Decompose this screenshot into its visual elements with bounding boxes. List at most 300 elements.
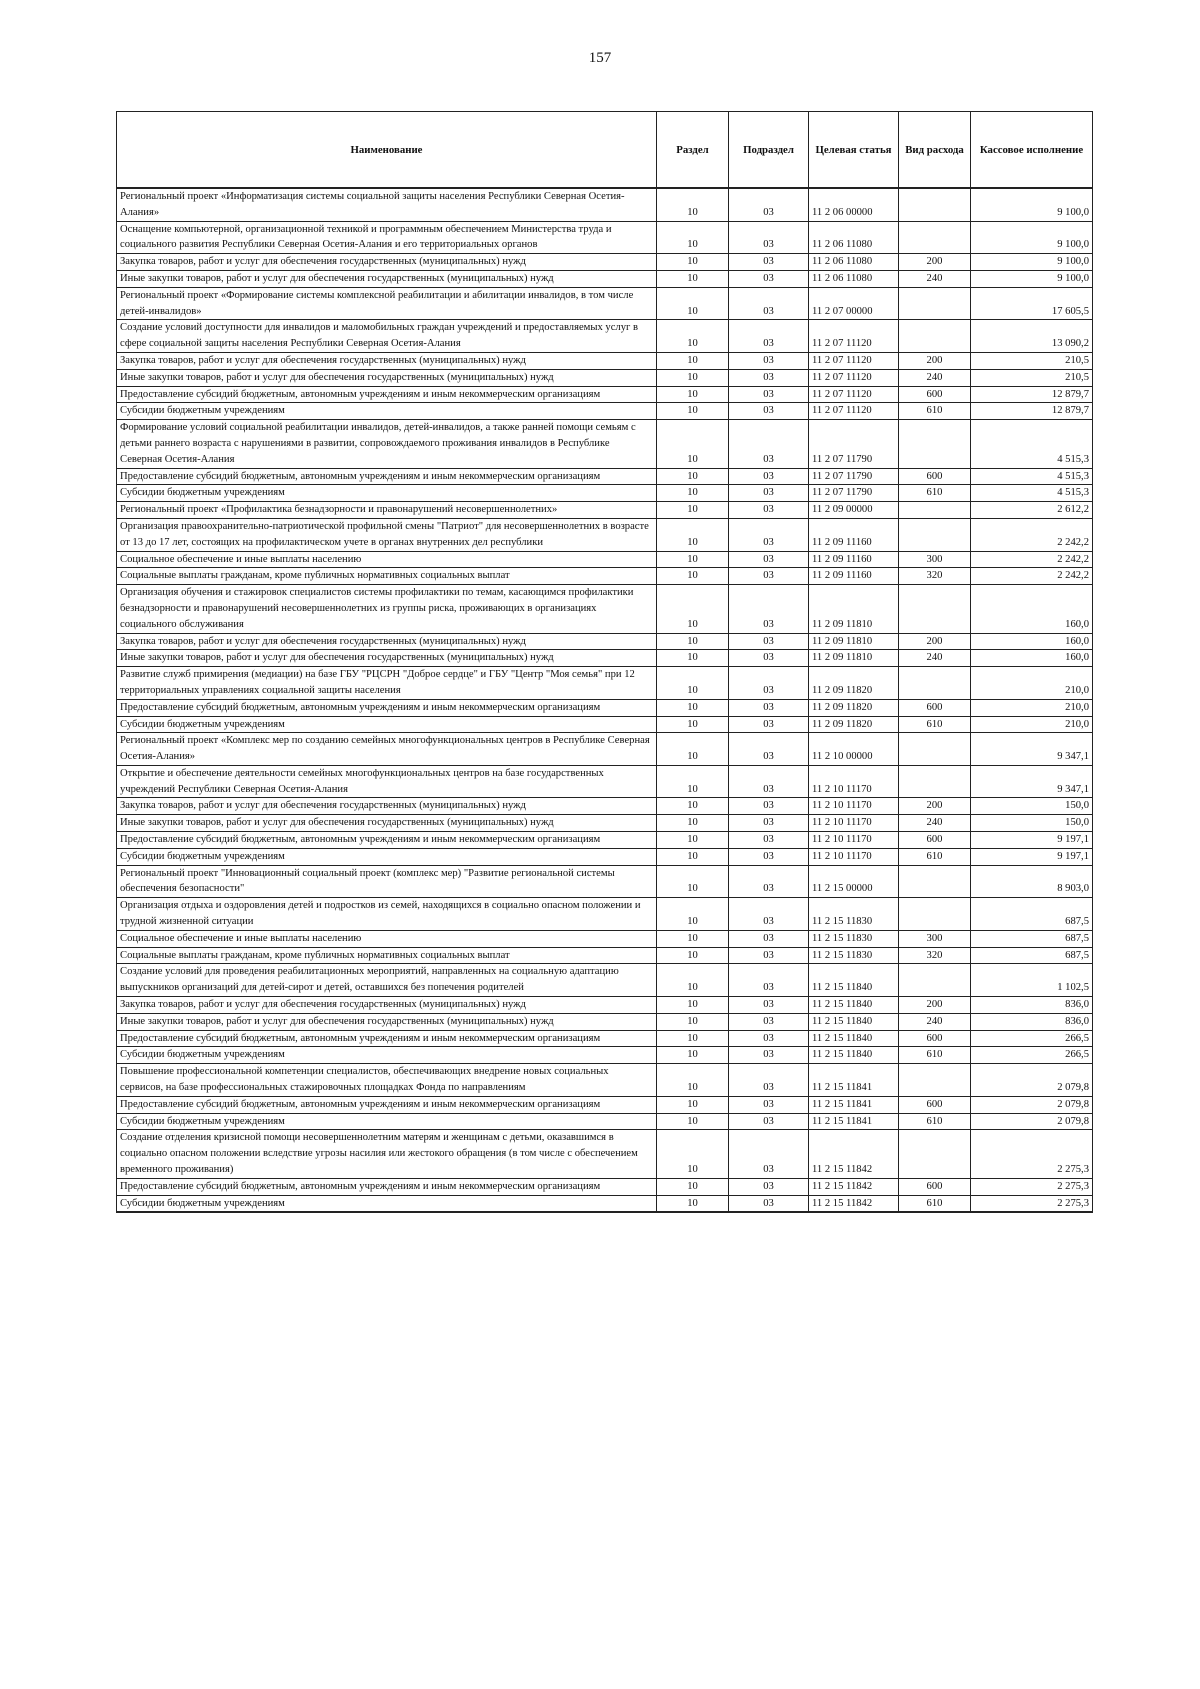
cell-amount: 2 079,8 (971, 1096, 1093, 1113)
cell-type (899, 221, 971, 254)
cell-type: 610 (899, 1047, 971, 1064)
table-row (117, 468, 1093, 485)
cell-subsection: 03 (729, 1096, 809, 1113)
cell-amount: 4 515,3 (971, 420, 1093, 468)
cell-section: 10 (657, 947, 729, 964)
cell-type: 200 (899, 997, 971, 1014)
table-row (117, 798, 1093, 815)
cell-type: 240 (899, 1013, 971, 1030)
cell-target: 11 2 09 00000 (809, 502, 899, 519)
cell-subsection: 03 (729, 765, 809, 798)
cell-subsection: 03 (729, 716, 809, 733)
cell-target: 11 2 10 11170 (809, 832, 899, 849)
cell-amount: 2 079,8 (971, 1113, 1093, 1130)
cell-type: 240 (899, 369, 971, 386)
cell-type (899, 898, 971, 931)
table-row (117, 947, 1093, 964)
cell-section: 10 (657, 551, 729, 568)
cell-section: 10 (657, 898, 729, 931)
cell-name: Организация правоохранительно-патриотической профильной смены "Патриот" для несовершеннолетних в возрасте от 13 до 17 лет, состоящих на профилактическом учете в органах внутренних дел республики (117, 518, 657, 551)
cell-amount: 150,0 (971, 798, 1093, 815)
cell-subsection: 03 (729, 485, 809, 502)
cell-subsection: 03 (729, 403, 809, 420)
cell-target: 11 2 07 00000 (809, 287, 899, 320)
cell-target: 11 2 15 11841 (809, 1096, 899, 1113)
cell-section: 10 (657, 765, 729, 798)
cell-amount: 836,0 (971, 1013, 1093, 1030)
table-row (117, 188, 1093, 221)
cell-name: Иные закупки товаров, работ и услуг для обеспечения государственных (муниципальных) нужд (117, 270, 657, 287)
table-row (117, 1113, 1093, 1130)
cell-subsection: 03 (729, 1064, 809, 1097)
cell-name: Организация обучения и стажировок специалистов системы профилактики по темам, касающимся профилактики безнадзорности и правонарушений несовершеннолетних из группы риска, проживающих в организациях социального обслуживания (117, 585, 657, 633)
cell-type: 300 (899, 551, 971, 568)
cell-name: Субсидии бюджетным учреждениям (117, 403, 657, 420)
cell-name: Социальные выплаты гражданам, кроме публичных нормативных социальных выплат (117, 568, 657, 585)
cell-name: Закупка товаров, работ и услуг для обеспечения государственных (муниципальных) нужд (117, 997, 657, 1014)
cell-target: 11 2 07 11120 (809, 352, 899, 369)
cell-type: 600 (899, 386, 971, 403)
table-row (117, 287, 1093, 320)
cell-type: 600 (899, 1030, 971, 1047)
cell-section: 10 (657, 1113, 729, 1130)
table-row (117, 997, 1093, 1014)
table-row (117, 352, 1093, 369)
cell-target: 11 2 15 11842 (809, 1130, 899, 1178)
table-row (117, 650, 1093, 667)
cell-amount: 210,0 (971, 667, 1093, 700)
cell-amount: 2 275,3 (971, 1178, 1093, 1195)
cell-type: 610 (899, 1195, 971, 1212)
table-row (117, 254, 1093, 271)
cell-amount: 9 100,0 (971, 221, 1093, 254)
cell-subsection: 03 (729, 832, 809, 849)
cell-subsection: 03 (729, 1047, 809, 1064)
cell-section: 10 (657, 320, 729, 353)
cell-name: Региональный проект «Формирование системы комплексной реабилитации и абилитации инвалидов, в том числе детей-инвалидов» (117, 287, 657, 320)
cell-amount: 13 090,2 (971, 320, 1093, 353)
cell-section: 10 (657, 420, 729, 468)
cell-subsection: 03 (729, 650, 809, 667)
cell-subsection: 03 (729, 420, 809, 468)
cell-section: 10 (657, 633, 729, 650)
table-row (117, 865, 1093, 898)
cell-target: 11 2 07 11120 (809, 320, 899, 353)
cell-type (899, 287, 971, 320)
cell-amount: 2 275,3 (971, 1130, 1093, 1178)
cell-target: 11 2 06 00000 (809, 188, 899, 221)
cell-amount: 2 242,2 (971, 551, 1093, 568)
cell-amount: 687,5 (971, 947, 1093, 964)
cell-section: 10 (657, 997, 729, 1014)
cell-section: 10 (657, 1178, 729, 1195)
cell-subsection: 03 (729, 798, 809, 815)
cell-target: 11 2 07 11790 (809, 420, 899, 468)
cell-type: 200 (899, 352, 971, 369)
cell-name: Предоставление субсидий бюджетным, автономным учреждениям и иным некоммерческим организациям (117, 386, 657, 403)
header-type: Вид расхода (899, 112, 971, 189)
cell-name: Закупка товаров, работ и услуг для обеспечения государственных (муниципальных) нужд (117, 798, 657, 815)
cell-target: 11 2 06 11080 (809, 221, 899, 254)
cell-amount: 4 515,3 (971, 468, 1093, 485)
cell-subsection: 03 (729, 188, 809, 221)
table-row (117, 1030, 1093, 1047)
cell-name: Организация отдыха и оздоровления детей и подростков из семей, находящихся в социально опасном положении и трудной жизненной ситуации (117, 898, 657, 931)
cell-section: 10 (657, 485, 729, 502)
cell-target: 11 2 15 11840 (809, 964, 899, 997)
cell-amount: 9 347,1 (971, 733, 1093, 766)
cell-name: Субсидии бюджетным учреждениям (117, 1047, 657, 1064)
table-row (117, 964, 1093, 997)
cell-amount: 836,0 (971, 997, 1093, 1014)
cell-name: Закупка товаров, работ и услуг для обеспечения государственных (муниципальных) нужд (117, 254, 657, 271)
cell-amount: 2 242,2 (971, 568, 1093, 585)
cell-amount: 210,5 (971, 369, 1093, 386)
cell-subsection: 03 (729, 551, 809, 568)
cell-type: 200 (899, 798, 971, 815)
cell-amount: 160,0 (971, 585, 1093, 633)
cell-amount: 210,0 (971, 716, 1093, 733)
cell-amount: 2 079,8 (971, 1064, 1093, 1097)
cell-amount: 687,5 (971, 930, 1093, 947)
cell-name: Социальное обеспечение и иные выплаты населению (117, 930, 657, 947)
header-section: Раздел (657, 112, 729, 189)
table-row (117, 1096, 1093, 1113)
cell-section: 10 (657, 964, 729, 997)
cell-amount: 9 197,1 (971, 832, 1093, 849)
cell-amount: 160,0 (971, 633, 1093, 650)
cell-amount: 1 102,5 (971, 964, 1093, 997)
cell-type (899, 667, 971, 700)
cell-subsection: 03 (729, 930, 809, 947)
cell-amount: 8 903,0 (971, 865, 1093, 898)
cell-amount: 9 100,0 (971, 270, 1093, 287)
cell-name: Предоставление субсидий бюджетным, автономным учреждениям и иным некоммерческим организациям (117, 468, 657, 485)
cell-name: Региональный проект «Комплекс мер по созданию семейных многофункциональных центров в Республике Северная Осетия-Алания» (117, 733, 657, 766)
cell-target: 11 2 10 11170 (809, 765, 899, 798)
cell-name: Субсидии бюджетным учреждениям (117, 716, 657, 733)
cell-target: 11 2 10 11170 (809, 848, 899, 865)
cell-subsection: 03 (729, 865, 809, 898)
cell-name: Региональный проект «Информатизация системы социальной защиты населения Республики Северная Осетия-Алания» (117, 188, 657, 221)
table-row (117, 420, 1093, 468)
cell-target: 11 2 15 11840 (809, 997, 899, 1014)
cell-type: 240 (899, 270, 971, 287)
cell-type: 610 (899, 485, 971, 502)
cell-subsection: 03 (729, 386, 809, 403)
table-row (117, 386, 1093, 403)
cell-type (899, 964, 971, 997)
cell-target: 11 2 09 11820 (809, 716, 899, 733)
cell-subsection: 03 (729, 1013, 809, 1030)
table-row (117, 221, 1093, 254)
cell-name: Создание условий доступности для инвалидов и маломобильных граждан учреждений и предоставляемых услуг в сфере социальной защиты населения Республики Северная Осетия-Алания (117, 320, 657, 353)
cell-section: 10 (657, 369, 729, 386)
cell-target: 11 2 09 11820 (809, 699, 899, 716)
table-row (117, 898, 1093, 931)
table-row (117, 832, 1093, 849)
cell-name: Иные закупки товаров, работ и услуг для обеспечения государственных (муниципальных) нужд (117, 650, 657, 667)
cell-name: Закупка товаров, работ и услуг для обеспечения государственных (муниципальных) нужд (117, 352, 657, 369)
table-row (117, 369, 1093, 386)
cell-name: Региональный проект «Профилактика безнадзорности и правонарушений несовершеннолетних» (117, 502, 657, 519)
cell-subsection: 03 (729, 898, 809, 931)
cell-section: 10 (657, 188, 729, 221)
cell-subsection: 03 (729, 964, 809, 997)
cell-subsection: 03 (729, 1030, 809, 1047)
cell-type: 320 (899, 947, 971, 964)
cell-target: 11 2 15 11830 (809, 898, 899, 931)
cell-amount: 9 347,1 (971, 765, 1093, 798)
cell-subsection: 03 (729, 1113, 809, 1130)
table-header-row (117, 112, 1093, 189)
cell-name: Иные закупки товаров, работ и услуг для обеспечения государственных (муниципальных) нужд (117, 369, 657, 386)
cell-subsection: 03 (729, 848, 809, 865)
table-row (117, 733, 1093, 766)
page-number: 157 (588, 50, 612, 66)
cell-subsection: 03 (729, 1130, 809, 1178)
table-row (117, 1064, 1093, 1097)
cell-subsection: 03 (729, 1178, 809, 1195)
table-row (117, 716, 1093, 733)
table-row (117, 1013, 1093, 1030)
cell-target: 11 2 15 11842 (809, 1178, 899, 1195)
cell-amount: 9 100,0 (971, 188, 1093, 221)
table-row (117, 1130, 1093, 1178)
cell-target: 11 2 09 11810 (809, 650, 899, 667)
cell-subsection: 03 (729, 254, 809, 271)
cell-type (899, 765, 971, 798)
table-row (117, 633, 1093, 650)
cell-section: 10 (657, 568, 729, 585)
table-row (117, 765, 1093, 798)
cell-name: Создание отделения кризисной помощи несовершеннолетним матерям и женщинам с детьми, оказавшимся в социально опасном положении вследствие угрозы насилия или жестокого обращения (в том числе с обеспечением временного проживания) (117, 1130, 657, 1178)
cell-section: 10 (657, 518, 729, 551)
cell-amount: 266,5 (971, 1030, 1093, 1047)
cell-target: 11 2 10 11170 (809, 815, 899, 832)
cell-type: 240 (899, 650, 971, 667)
cell-target: 11 2 09 11820 (809, 667, 899, 700)
cell-section: 10 (657, 1130, 729, 1178)
cell-section: 10 (657, 352, 729, 369)
cell-name: Иные закупки товаров, работ и услуг для обеспечения государственных (муниципальных) нужд (117, 1013, 657, 1030)
cell-amount: 150,0 (971, 815, 1093, 832)
header-target: Целевая статья (809, 112, 899, 189)
cell-amount: 17 605,5 (971, 287, 1093, 320)
table-row (117, 930, 1093, 947)
cell-amount: 4 515,3 (971, 485, 1093, 502)
cell-amount: 9 197,1 (971, 848, 1093, 865)
cell-target: 11 2 15 11840 (809, 1030, 899, 1047)
cell-section: 10 (657, 468, 729, 485)
cell-type (899, 865, 971, 898)
cell-target: 11 2 07 11120 (809, 386, 899, 403)
cell-name: Предоставление субсидий бюджетным, автономным учреждениям и иным некоммерческим организациям (117, 1178, 657, 1195)
cell-target: 11 2 06 11080 (809, 270, 899, 287)
cell-name: Создание условий для проведения реабилитационных мероприятий, направленных на социальную адаптацию выпускников организаций для детей-сирот и детей, оставшихся без попечения родителей (117, 964, 657, 997)
cell-section: 10 (657, 1013, 729, 1030)
cell-name: Оснащение компьютерной, организационной техникой и программным обеспечением Министерства труда и социального развития Республики Северная Осетия-Алания и его территориальных органов (117, 221, 657, 254)
cell-section: 10 (657, 667, 729, 700)
cell-type (899, 518, 971, 551)
cell-section: 10 (657, 1047, 729, 1064)
table-row (117, 1178, 1093, 1195)
cell-type: 610 (899, 1113, 971, 1130)
cell-subsection: 03 (729, 518, 809, 551)
cell-section: 10 (657, 1030, 729, 1047)
cell-subsection: 03 (729, 287, 809, 320)
cell-subsection: 03 (729, 633, 809, 650)
cell-name: Повышение профессиональной компетенции специалистов, обеспечивающих внедрение новых социальных сервисов, на базе профессиональных стажировочных площадках Фонда по направлениям (117, 1064, 657, 1097)
cell-amount: 9 100,0 (971, 254, 1093, 271)
cell-amount: 160,0 (971, 650, 1093, 667)
table-row (117, 815, 1093, 832)
cell-type (899, 733, 971, 766)
cell-subsection: 03 (729, 369, 809, 386)
cell-target: 11 2 07 11790 (809, 485, 899, 502)
cell-type (899, 585, 971, 633)
cell-type: 240 (899, 815, 971, 832)
cell-amount: 210,0 (971, 699, 1093, 716)
cell-target: 11 2 15 11840 (809, 1047, 899, 1064)
cell-type (899, 502, 971, 519)
cell-section: 10 (657, 1064, 729, 1097)
header-amount: Кассовое исполнение (971, 112, 1093, 189)
cell-name: Социальное обеспечение и иные выплаты населению (117, 551, 657, 568)
cell-section: 10 (657, 716, 729, 733)
cell-subsection: 03 (729, 585, 809, 633)
cell-amount: 2 242,2 (971, 518, 1093, 551)
cell-section: 10 (657, 502, 729, 519)
cell-name: Предоставление субсидий бюджетным, автономным учреждениям и иным некоммерческим организациям (117, 832, 657, 849)
table-row (117, 518, 1093, 551)
cell-name: Формирование условий социальной реабилитации инвалидов, детей-инвалидов, а также ранней помощи семьям с детьми раннего возраста с нарушениями в развитии, сопровождаемого проживания инвалидов в Республике Северная Осетия-Алания (117, 420, 657, 468)
cell-target: 11 2 07 11120 (809, 403, 899, 420)
cell-name: Предоставление субсидий бюджетным, автономным учреждениям и иным некоммерческим организациям (117, 699, 657, 716)
cell-name: Субсидии бюджетным учреждениям (117, 848, 657, 865)
cell-target: 11 2 10 11170 (809, 798, 899, 815)
cell-section: 10 (657, 1096, 729, 1113)
cell-type: 200 (899, 254, 971, 271)
cell-name: Региональный проект "Инновационный социальный проект (комплекс мер) "Развитие региональной системы обеспечения безопасности" (117, 865, 657, 898)
cell-target: 11 2 07 11120 (809, 369, 899, 386)
cell-section: 10 (657, 699, 729, 716)
cell-target: 11 2 15 11841 (809, 1064, 899, 1097)
cell-type: 600 (899, 699, 971, 716)
cell-name: Предоставление субсидий бюджетным, автономным учреждениям и иным некоммерческим организациям (117, 1096, 657, 1113)
cell-section: 10 (657, 254, 729, 271)
table-row (117, 403, 1093, 420)
table-row (117, 699, 1093, 716)
budget-table (116, 111, 1093, 1213)
cell-subsection: 03 (729, 1195, 809, 1212)
cell-subsection: 03 (729, 502, 809, 519)
cell-target: 11 2 09 11160 (809, 518, 899, 551)
cell-amount: 12 879,7 (971, 403, 1093, 420)
cell-type: 610 (899, 848, 971, 865)
cell-name: Субсидии бюджетным учреждениям (117, 1113, 657, 1130)
cell-type: 600 (899, 832, 971, 849)
cell-type: 600 (899, 1096, 971, 1113)
cell-subsection: 03 (729, 947, 809, 964)
cell-name: Предоставление субсидий бюджетным, автономным учреждениям и иным некоммерческим организациям (117, 1030, 657, 1047)
cell-subsection: 03 (729, 815, 809, 832)
cell-target: 11 2 15 11830 (809, 947, 899, 964)
cell-section: 10 (657, 848, 729, 865)
cell-section: 10 (657, 403, 729, 420)
cell-amount: 2 275,3 (971, 1195, 1093, 1212)
cell-target: 11 2 09 11810 (809, 585, 899, 633)
cell-name: Иные закупки товаров, работ и услуг для обеспечения государственных (муниципальных) нужд (117, 815, 657, 832)
cell-target: 11 2 09 11810 (809, 633, 899, 650)
table-body (117, 188, 1093, 1212)
cell-subsection: 03 (729, 270, 809, 287)
cell-section: 10 (657, 930, 729, 947)
cell-target: 11 2 09 11160 (809, 568, 899, 585)
cell-type: 200 (899, 633, 971, 650)
cell-target: 11 2 15 11841 (809, 1113, 899, 1130)
cell-subsection: 03 (729, 468, 809, 485)
cell-name: Социальные выплаты гражданам, кроме публичных нормативных социальных выплат (117, 947, 657, 964)
cell-section: 10 (657, 270, 729, 287)
cell-type: 610 (899, 716, 971, 733)
cell-target: 11 2 06 11080 (809, 254, 899, 271)
cell-subsection: 03 (729, 667, 809, 700)
table-row (117, 568, 1093, 585)
cell-target: 11 2 15 11842 (809, 1195, 899, 1212)
cell-section: 10 (657, 650, 729, 667)
cell-amount: 210,5 (971, 352, 1093, 369)
table-row (117, 502, 1093, 519)
header-subsection: Подраздел (729, 112, 809, 189)
cell-amount: 266,5 (971, 1047, 1093, 1064)
cell-subsection: 03 (729, 221, 809, 254)
cell-target: 11 2 10 00000 (809, 733, 899, 766)
cell-section: 10 (657, 865, 729, 898)
cell-name: Развитие служб примирения (медиации) на базе ГБУ "РЦСРН "Доброе сердце" и ГБУ "Центр "Моя семья" при 12 территориальных управлениях социальной защиты населения (117, 667, 657, 700)
cell-type (899, 188, 971, 221)
cell-target: 11 2 15 11830 (809, 930, 899, 947)
cell-target: 11 2 15 00000 (809, 865, 899, 898)
table-row (117, 585, 1093, 633)
cell-subsection: 03 (729, 320, 809, 353)
table-row (117, 320, 1093, 353)
cell-type (899, 320, 971, 353)
cell-type: 320 (899, 568, 971, 585)
cell-section: 10 (657, 733, 729, 766)
table-row (117, 667, 1093, 700)
cell-subsection: 03 (729, 733, 809, 766)
cell-type: 300 (899, 930, 971, 947)
header-name: Наименование (117, 112, 657, 189)
cell-section: 10 (657, 798, 729, 815)
cell-section: 10 (657, 1195, 729, 1212)
table-row (117, 485, 1093, 502)
cell-name: Субсидии бюджетным учреждениям (117, 485, 657, 502)
cell-subsection: 03 (729, 568, 809, 585)
cell-type (899, 1130, 971, 1178)
cell-target: 11 2 15 11840 (809, 1013, 899, 1030)
cell-section: 10 (657, 585, 729, 633)
cell-type: 600 (899, 468, 971, 485)
cell-target: 11 2 07 11790 (809, 468, 899, 485)
cell-amount: 2 612,2 (971, 502, 1093, 519)
cell-amount: 12 879,7 (971, 386, 1093, 403)
cell-section: 10 (657, 832, 729, 849)
cell-section: 10 (657, 386, 729, 403)
table-row (117, 551, 1093, 568)
cell-name: Субсидии бюджетным учреждениям (117, 1195, 657, 1212)
